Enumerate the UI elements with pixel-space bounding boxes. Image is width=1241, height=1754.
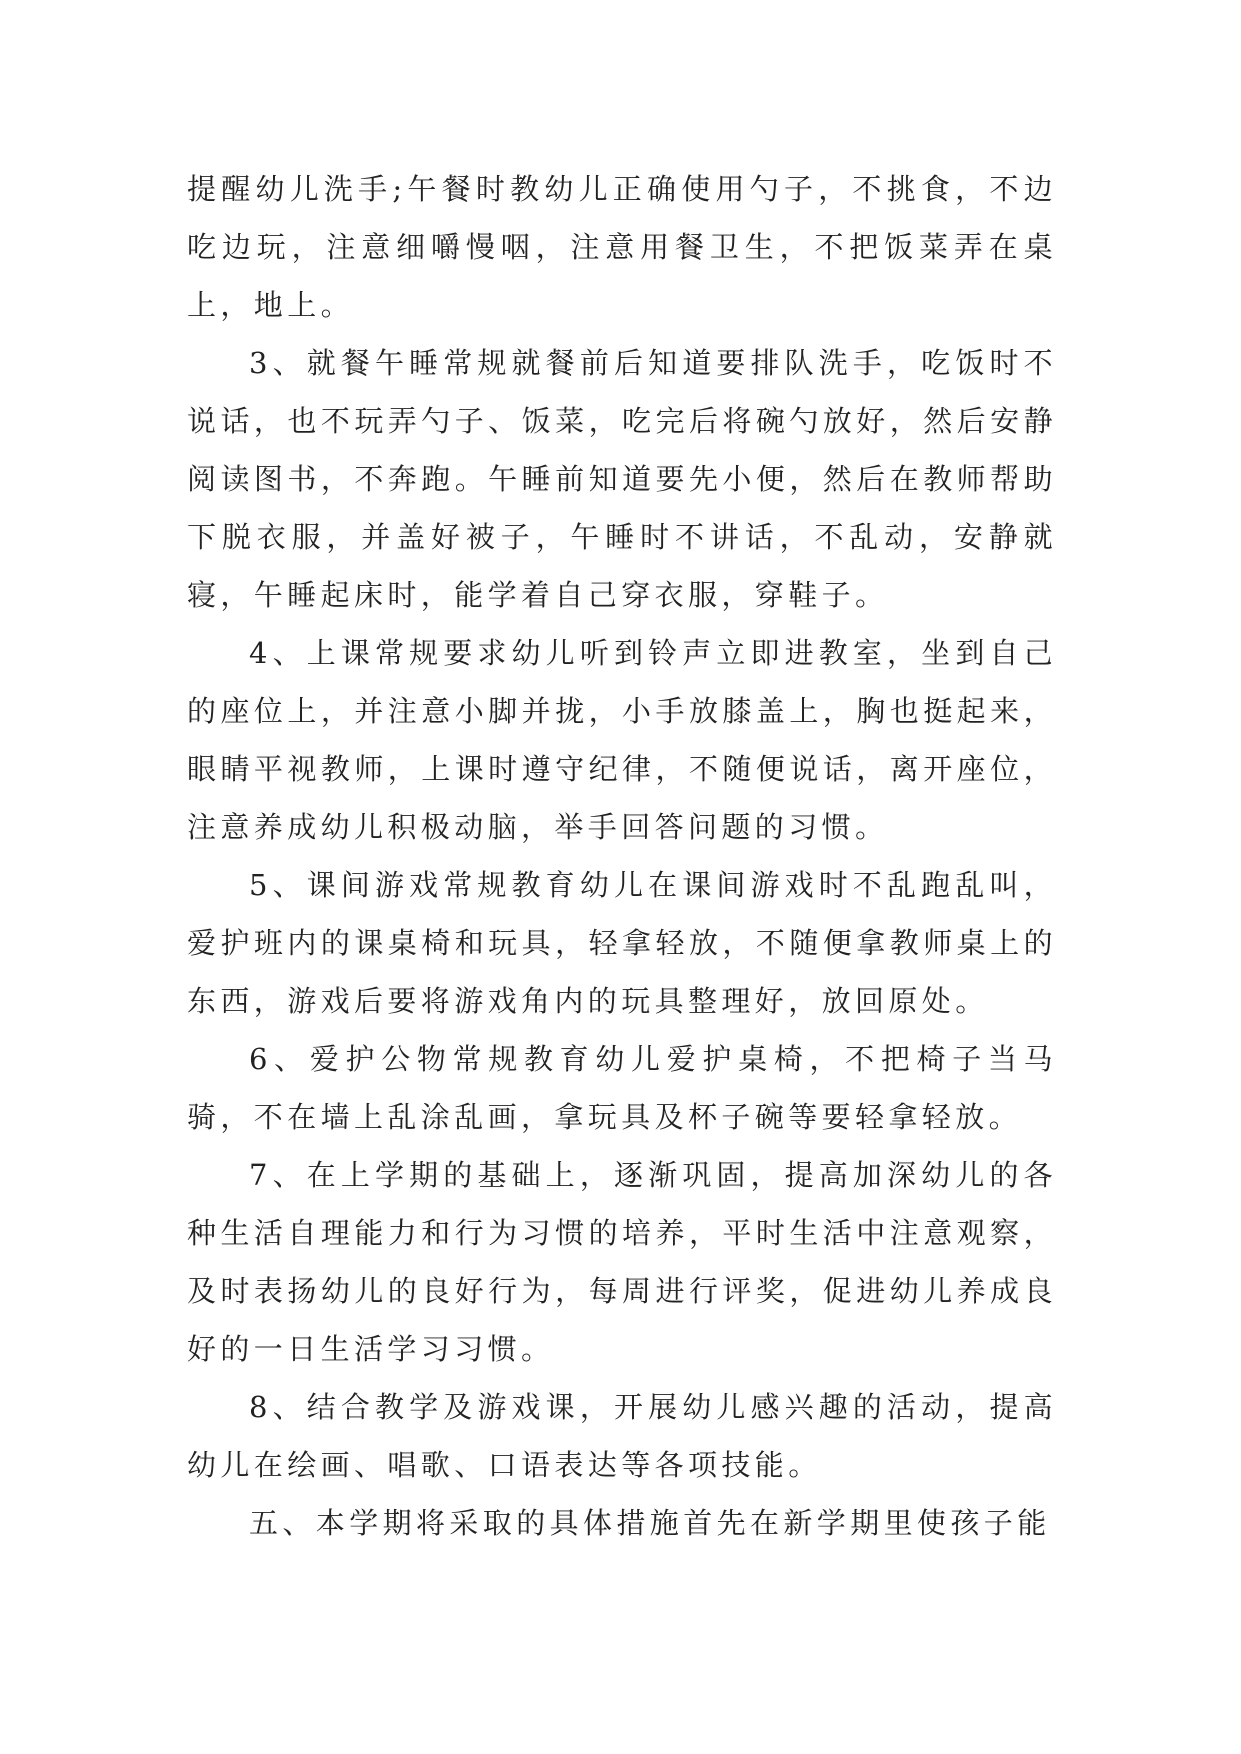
paragraph-skills-activities: 8、结合教学及游戏课，开展幼儿感兴趣的活动，提高幼儿在绘画、唱歌、口语表达等各项技能。 <box>187 1390 1057 1482</box>
paragraph-section-five-heading: 五、本学期将采取的具体措施首先在新学期里使孩子能 <box>249 1506 1051 1540</box>
paragraph-continuation: 提醒幼儿洗手;午餐时教幼儿正确使用勺子，不挑食，不边吃边玩，注意细嚼慢咽，注意用餐卫生，不把饭菜弄在桌上，地上。 <box>187 172 1057 322</box>
paragraph-class-routine: 4、上课常规要求幼儿听到铃声立即进教室，坐到自己的座位上，并注意小脚并拢，小手放膝盖上，胸也挺起来，眼睛平视教师，上课时遵守纪律，不随便说话，离开座位，注意养成幼儿积极动脑，举手回答问题的习惯。 <box>187 636 1057 844</box>
paragraph-self-care-habits: 7、在上学期的基础上，逐渐巩固，提高加深幼儿的各种生活自理能力和行为习惯的培养，平时生活中注意观察，及时表扬幼儿的良好行为，每周进行评奖，促进幼儿养成良好的一日生活学习习惯。 <box>187 1158 1057 1366</box>
paragraph-recess-routine: 5、课间游戏常规教育幼儿在课间游戏时不乱跑乱叫，爱护班内的课桌椅和玩具，轻拿轻放，不随便拿教师桌上的东西，游戏后要将游戏角内的玩具整理好，放回原处。 <box>187 868 1057 1018</box>
paragraph-dining-nap-routine: 3、就餐午睡常规就餐前后知道要排队洗手，吃饭时不说话，也不玩弄勺子、饭菜，吃完后将碗勺放好，然后安静阅读图书，不奔跑。午睡前知道要先小便，然后在教师帮助下脱衣服，并盖好被子，午睡时不讲话，不乱动，安静就寝，午睡起床时，能学着自己穿衣服，穿鞋子。 <box>187 346 1057 612</box>
document-body <box>187 160 1057 1552</box>
paragraph-public-property-routine: 6、爱护公物常规教育幼儿爱护桌椅，不把椅子当马骑，不在墙上乱涂乱画，拿玩具及杯子碗等要轻拿轻放。 <box>187 1042 1057 1134</box>
